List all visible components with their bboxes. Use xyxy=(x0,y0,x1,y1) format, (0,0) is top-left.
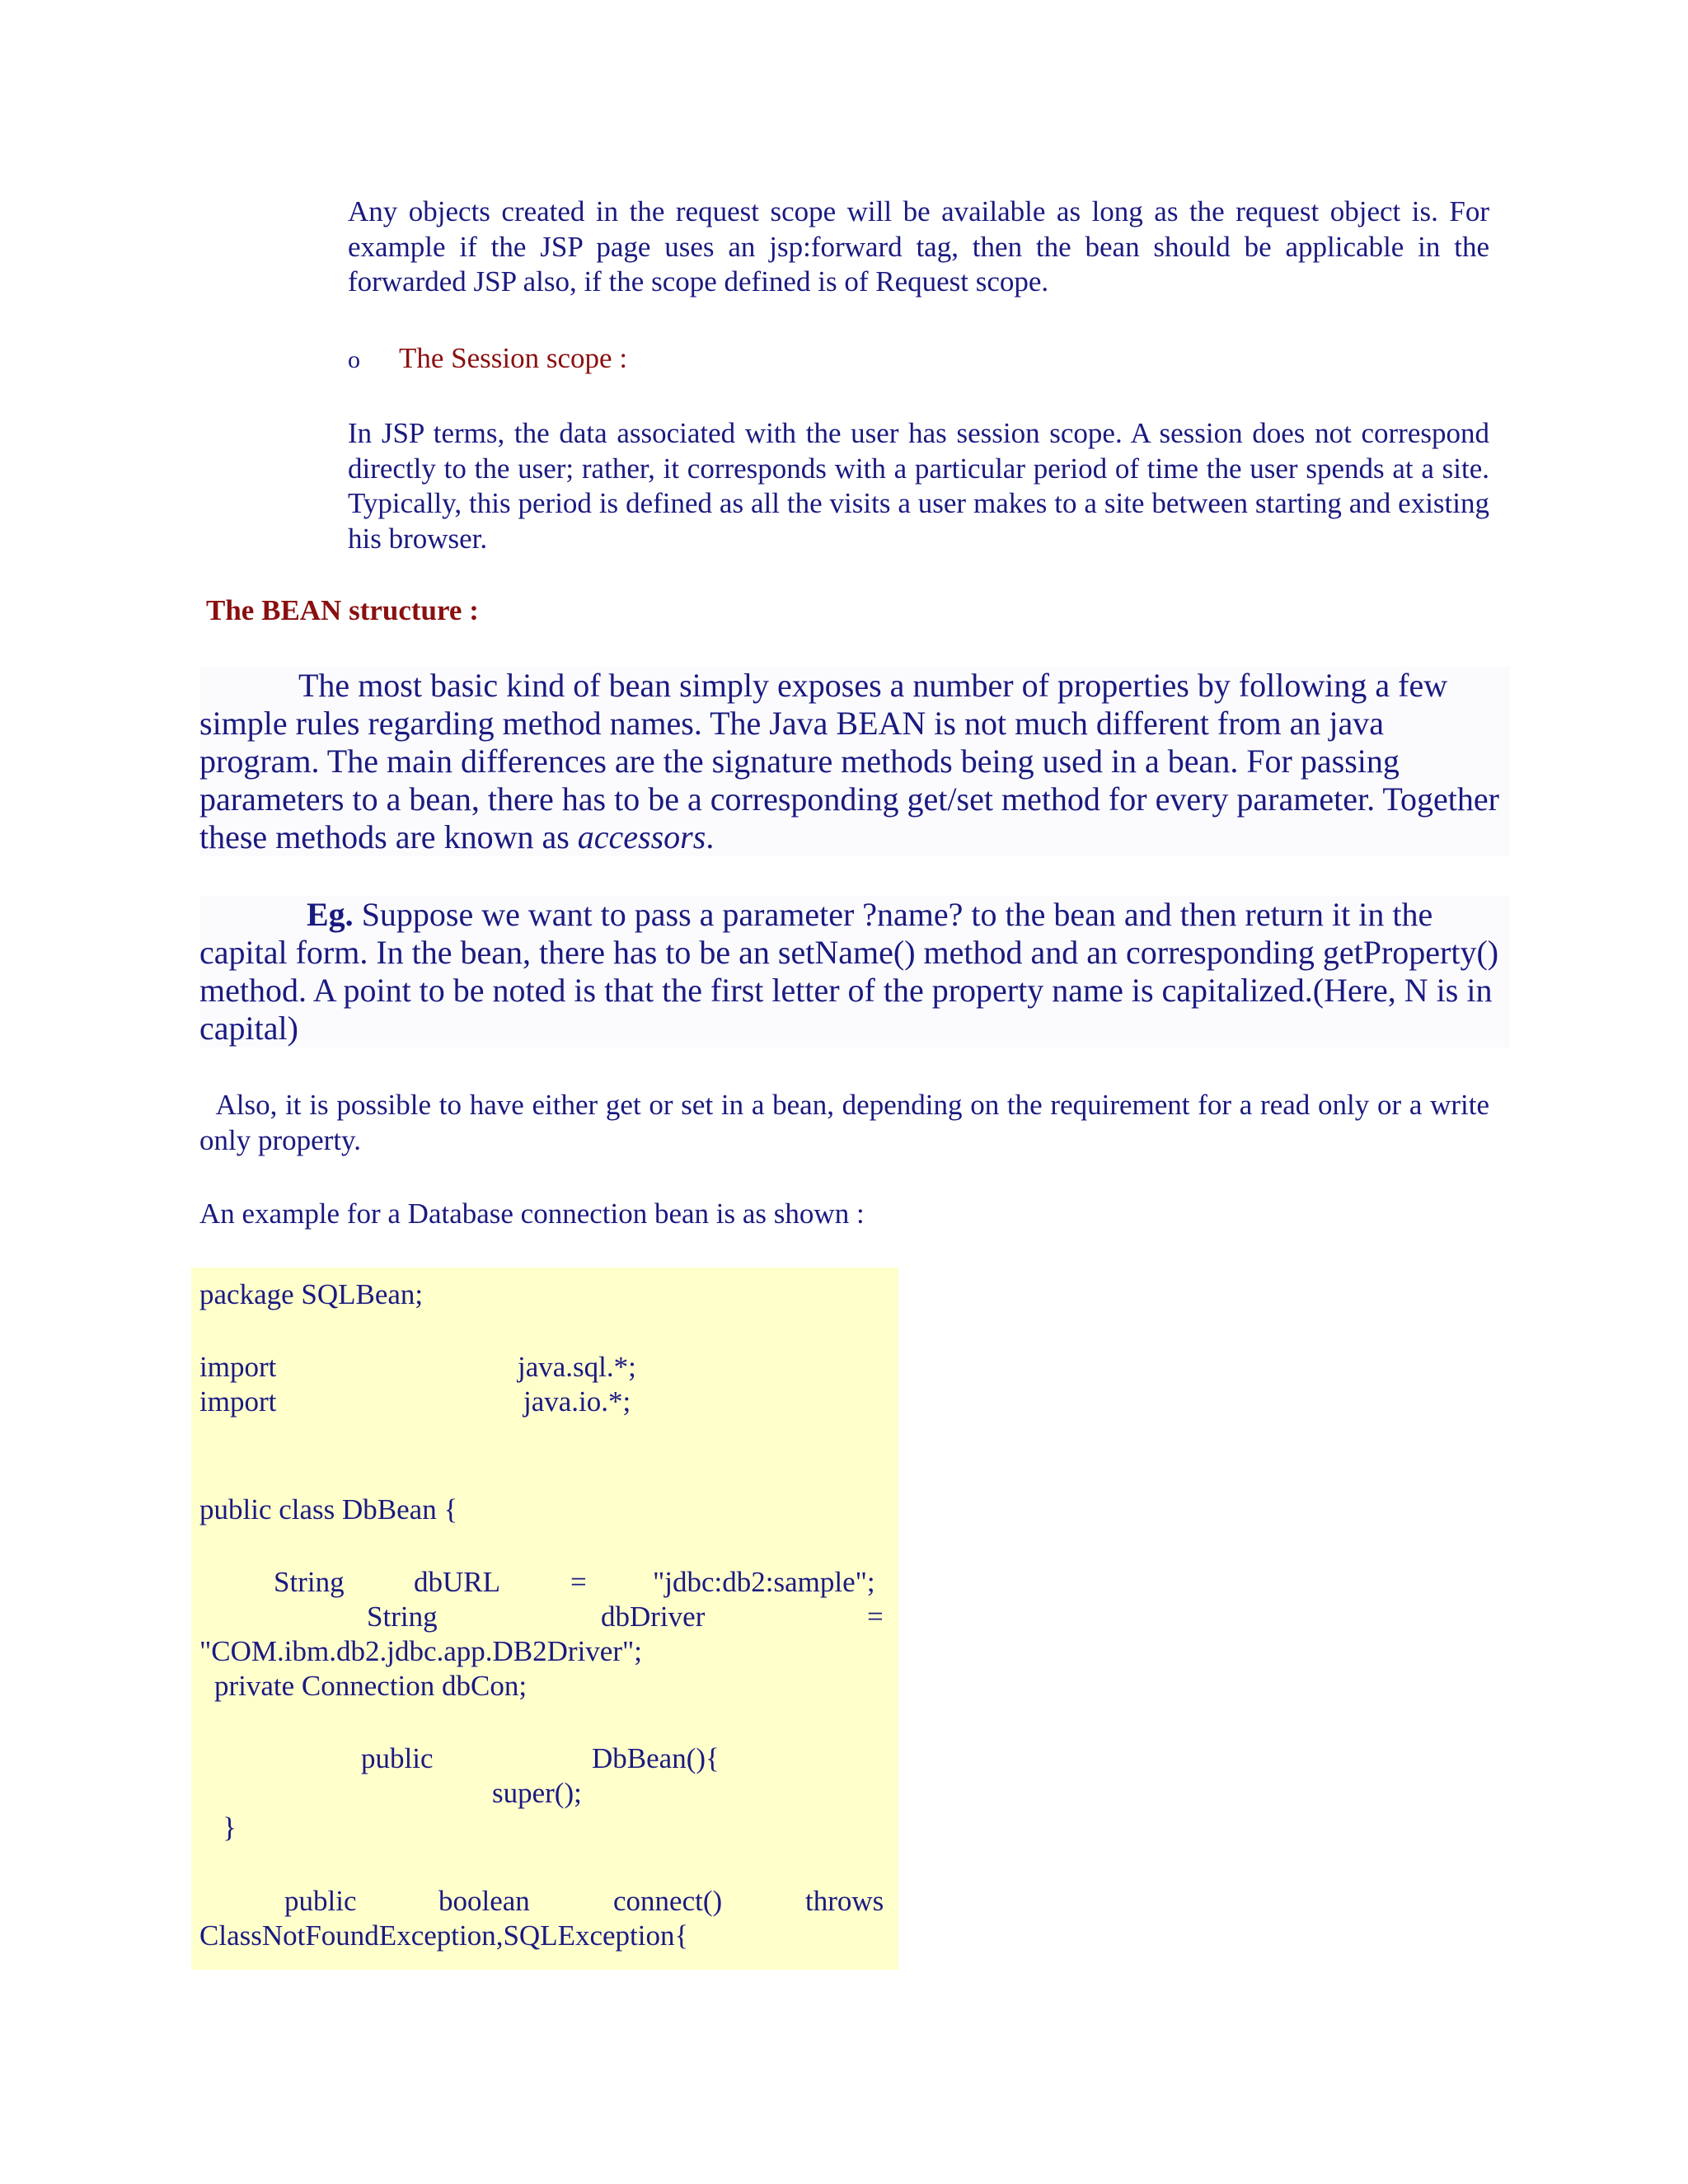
code-dbdriver-value: "COM.ibm.db2.jdbc.app.DB2Driver"; xyxy=(199,1635,642,1667)
bullet-session-scope xyxy=(348,341,627,377)
code-ctor-public: public xyxy=(361,1742,434,1774)
code-import-io: java.io.*; xyxy=(523,1385,631,1418)
code-super-call: super(); xyxy=(492,1777,582,1809)
code-ctor-name: DbBean(){ xyxy=(592,1742,720,1774)
paragraph-bean-basic-text: The most basic kind of bean simply exposes a number of properties by following a few simple rules regarding method names. The Java BEAN is not much different from an java program. The main differences are the signature methods being used in a bean. For passing parameters to a bean, there has to be a corresponding get/set method for every parameter. Together these methods are known as xyxy=(199,667,1499,855)
code-string-type: String xyxy=(274,1566,345,1598)
bullet-marker: o xyxy=(348,346,360,373)
bullet-label: The Session scope : xyxy=(399,342,628,374)
code-method-throws: throws xyxy=(805,1885,884,1917)
paragraph-example-intro: An example for a Database connection bean is as shown : xyxy=(199,1197,865,1230)
code-package: package SQLBean; xyxy=(199,1278,424,1310)
section-heading: The BEAN structure : xyxy=(206,594,479,626)
code-close-brace: } xyxy=(223,1811,237,1844)
code-equals-2: = xyxy=(867,1601,884,1633)
paragraph-session-scope: In JSP terms, the data associated with the user has session scope. A session does not correspond directly to the user; rather, it corresponds with a particular period of time the user spends at a site. Typically, this period is defined as all the visits a user makes to a site between starting and existing his browser. xyxy=(348,417,1489,555)
code-import-keyword-2: import xyxy=(199,1385,277,1418)
accessors-term: accessors xyxy=(577,818,706,855)
example-label: Eg. xyxy=(307,896,354,933)
paragraph-bean-basic xyxy=(199,667,1510,856)
paragraph-example xyxy=(199,896,1510,1047)
code-method-connect: connect() xyxy=(613,1885,723,1917)
code-block xyxy=(191,1268,898,1970)
code-method-public: public xyxy=(284,1885,357,1917)
paragraph-request-scope: Any objects created in the request scope will be available as long as the request object is. For example if the JSP page uses an jsp:forward tag, then the bean should be applicable in the forwarded JSP also, if the scope defined is of Request scope. xyxy=(348,195,1489,298)
code-dburl-name: dbURL xyxy=(414,1566,500,1598)
code-method-boolean: boolean xyxy=(438,1885,530,1917)
code-equals: = xyxy=(570,1566,587,1598)
code-dbcon: private Connection dbCon; xyxy=(214,1670,528,1702)
code-class-declaration: public class DbBean { xyxy=(199,1493,458,1526)
code-method-exceptions: ClassNotFoundException,SQLException{ xyxy=(199,1919,689,1952)
code-import-keyword: import xyxy=(199,1351,277,1383)
code-dburl-value: "jdbc:db2:sample"; xyxy=(653,1566,875,1598)
paragraph-get-set: Also, it is possible to have either get or set in a bean, depending on the requirement for a read only or a write only property. xyxy=(199,1089,1497,1156)
code-import-sql: java.sql.*; xyxy=(518,1351,636,1383)
code-string-type-2: String xyxy=(367,1601,438,1633)
example-text: Suppose we want to pass a parameter ?name? to the bean and then return it in the capital form. In the bean, there has to be an setName() method and an corresponding getProperty() method. A point to be noted is that the first letter of the property name is capitalized.(Here, N is in capital) xyxy=(199,896,1499,1047)
code-dbdriver-name: dbDriver xyxy=(601,1601,706,1633)
paragraph-bean-basic-end: . xyxy=(706,818,715,855)
